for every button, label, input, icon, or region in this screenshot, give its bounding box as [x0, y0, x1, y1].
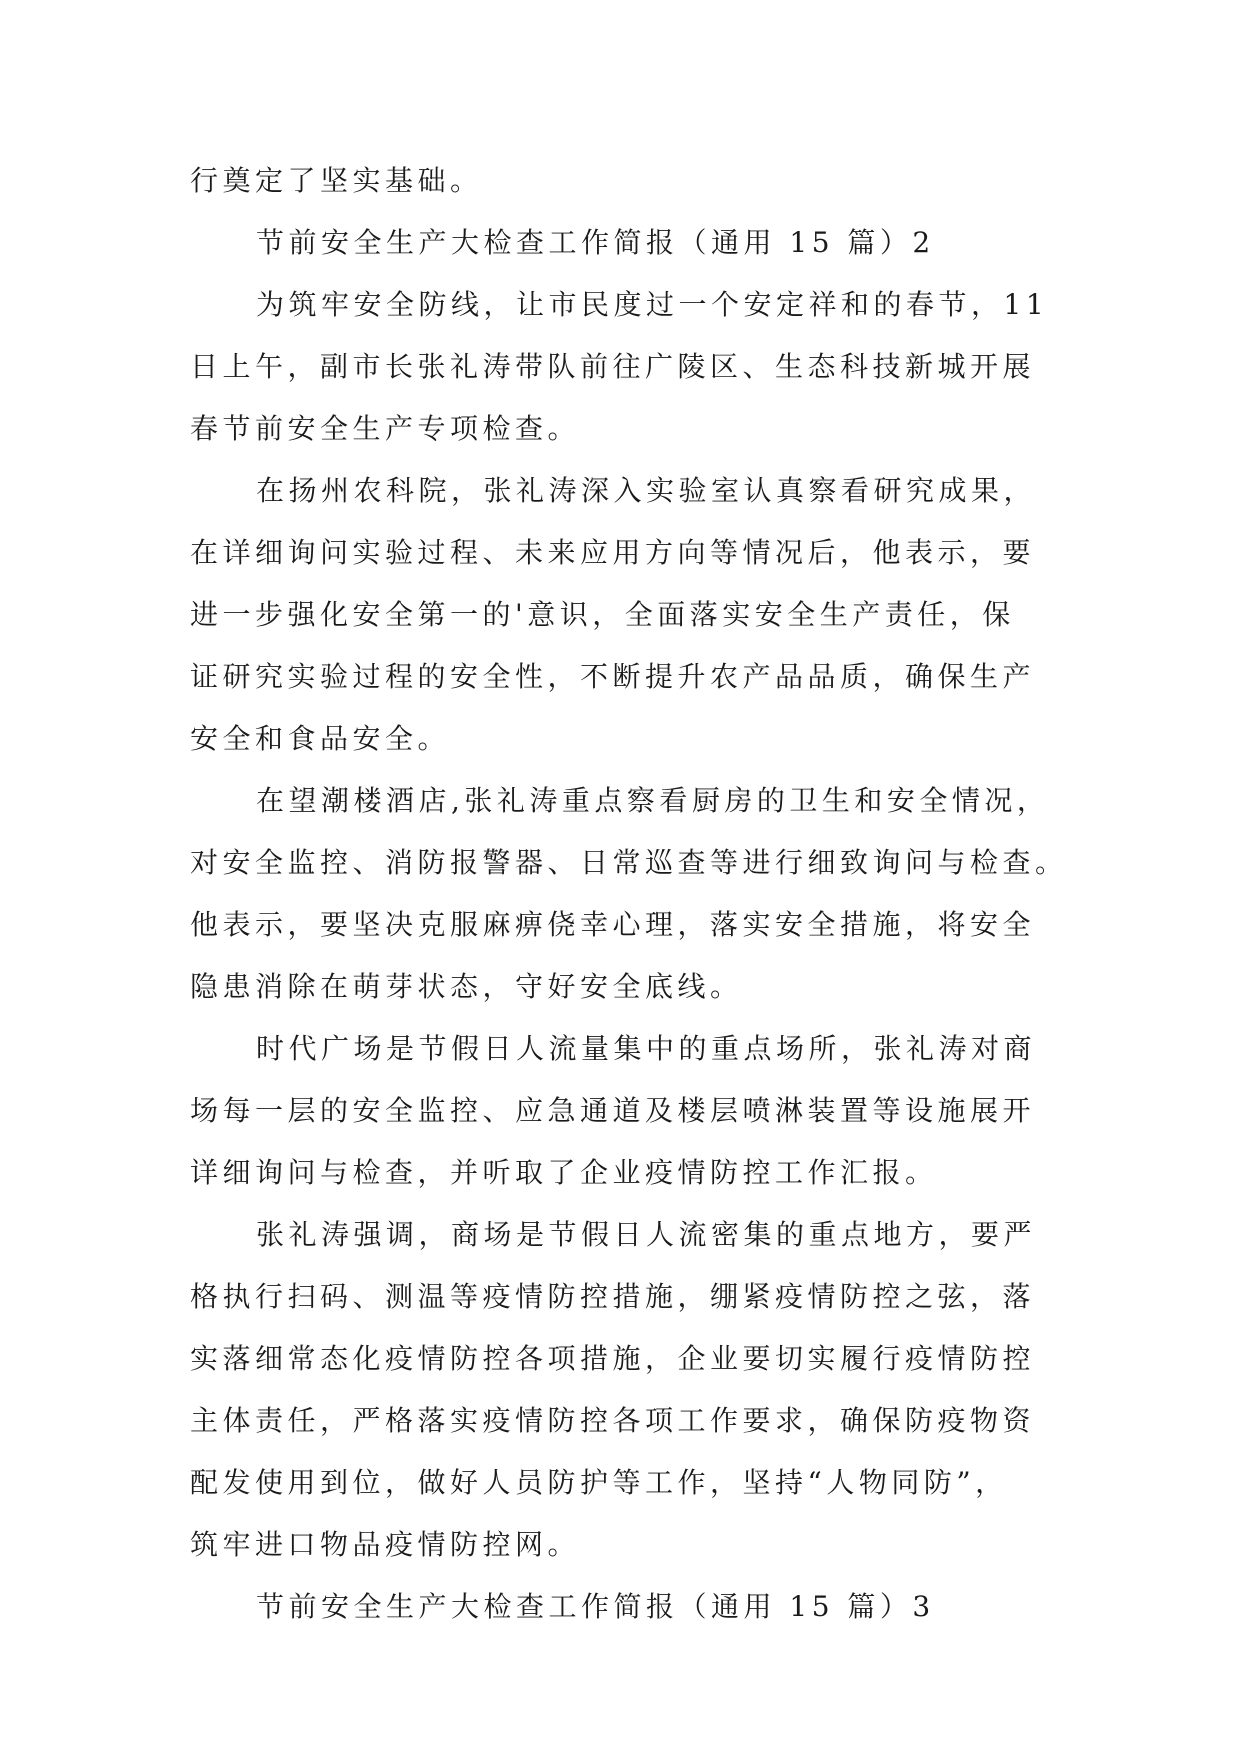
text-line: 在望潮楼酒店,张礼涛重点察看厨房的卫生和安全情况， — [256, 784, 1050, 817]
text-line: 对安全监控、消防报警器、日常巡查等进行细致询问与检查。 — [190, 846, 1068, 879]
text-line: 隐患消除在萌芽状态，守好安全底线。 — [190, 970, 743, 1003]
section-heading: 节前安全生产大检查工作简报（通用 15 篇）2 — [256, 226, 935, 259]
text-line: 配发使用到位，做好人员防护等工作，坚持“人物同防”， — [190, 1466, 1008, 1499]
document-body — [190, 150, 1068, 1638]
text-line: 在扬州农科院，张礼涛深入实验室认真察看研究成果， — [256, 474, 1037, 507]
text-line: 安全和食品安全。 — [190, 722, 451, 755]
text-line: 主体责任，严格落实疫情防控各项工作要求，确保防疫物资 — [190, 1404, 1036, 1437]
text-line: 筑牢进口物品疫情防控网。 — [190, 1528, 581, 1561]
text-line: 他表示，要坚决克服麻痹侥幸心理，落实安全措施，将安全 — [190, 908, 1036, 941]
text-line: 日上午，副市长张礼涛带队前往广陵区、生态科技新城开展 — [190, 350, 1036, 383]
text-line: 春节前安全生产专项检查。 — [190, 412, 581, 445]
text-line: 时代广场是节假日人流量集中的重点场所，张礼涛对商 — [256, 1032, 1037, 1065]
text-line: 实落细常态化疫情防控各项措施，企业要切实履行疫情防控 — [190, 1342, 1036, 1375]
text-line: 进一步强化安全第一的'意识，全面落实安全生产责任，保 — [190, 598, 1015, 631]
text-line: 为筑牢安全防线，让市民度过一个安定祥和的春节，11 — [256, 288, 1049, 321]
text-line: 详细询问与检查，并听取了企业疫情防控工作汇报。 — [190, 1156, 938, 1189]
text-line: 证研究实验过程的安全性，不断提升农产品品质，确保生产 — [190, 660, 1036, 693]
text-line: 场每一层的安全监控、应急通道及楼层喷淋装置等设施展开 — [190, 1094, 1036, 1127]
text-line: 格执行扫码、测温等疫情防控措施，绷紧疫情防控之弦，落 — [190, 1280, 1036, 1313]
section-heading: 节前安全生产大检查工作简报（通用 15 篇）3 — [256, 1590, 935, 1623]
text-line: 在详细询问实验过程、未来应用方向等情况后，他表示，要 — [190, 536, 1036, 569]
text-line: 行奠定了坚实基础。 — [190, 164, 483, 197]
text-line: 张礼涛强调，商场是节假日人流密集的重点地方，要严 — [256, 1218, 1037, 1251]
